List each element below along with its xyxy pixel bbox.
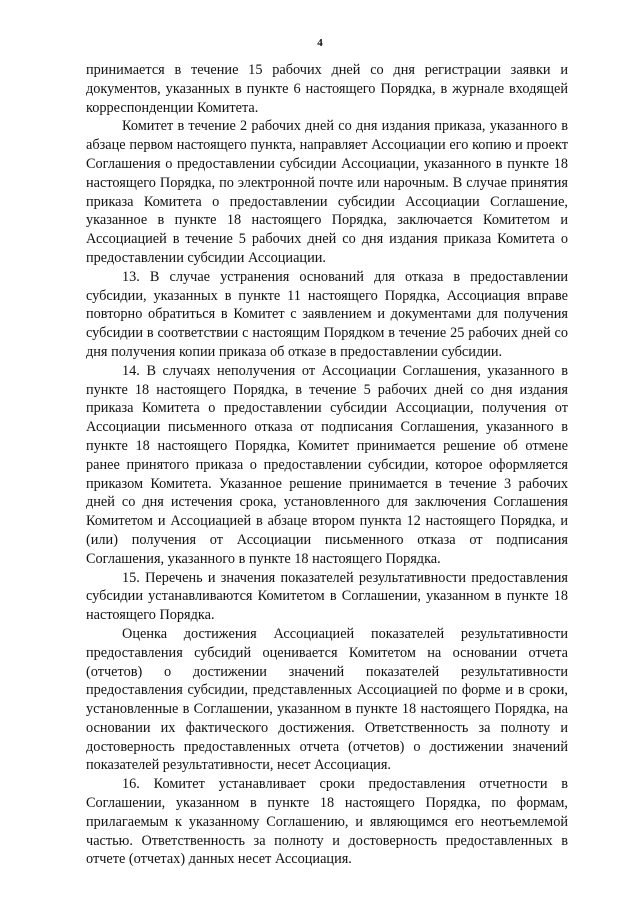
paragraph-continuation: принимается в течение 15 рабочих дней со дня регистрации заявки и документов, указанных в пункте 6 настоящего Порядка, в журнале входящей корреспонденции Комитета. xyxy=(86,62,568,116)
paragraph-item-15: 15. Перечень и значения показателей результативности предоставления субсидии устанавливаются Комитетом в Соглашении, указанном в пункте 18 настоящего Порядка. xyxy=(86,569,568,624)
paragraph-performance-assessment: Оценка достижения Ассоциацией показателей результативности предоставления субсидий оценивается Комитетом на основании отчета (отчетов) о достижении значений показателей результативности предоставления субсидии, представленных Ассоциацией по форме и в сроки, установленные в Соглашении, указанном в пункте 18 настоящего Порядка, на основании их фактического достижения. Ответственность за полноту и достоверность предоставленных отчета (отчетов) о достижении значений показателей результативности, несет Ассоциация. xyxy=(86,625,568,774)
document-body xyxy=(86,61,568,869)
paragraph-committee-notice: Комитет в течение 2 рабочих дней со дня издания приказа, указанного в абзаце первом настоящего пункта, направляет Ассоциации его копию и проект Соглашения о предоставлении субсидии Ассоциации, указанного в пункте 18 настоящего Порядка, по электронной почте или нарочным. В случае принятия приказа Комитета о предоставлении субсидии Ассоциации Соглашение, указанное в пункте 18 настоящего Порядка, заключается Комитетом и Ассоциацией в течение 5 рабочих дней со дня издания приказа Комитета о предоставлении субсидии Ассоциации. xyxy=(86,118,568,266)
paragraph-item-13: 13. В случае устранения оснований для отказа в предоставлении субсидии, указанных в пункте 11 настоящего Порядка, Ассоциация вправе повторно обратиться в Комитет с заявлением и документами для получения субсидии в соответствии с настоящим Порядком в течение 25 рабочих дней со дня получения копии приказа об отказе в предоставлении субсидии. xyxy=(86,268,568,360)
paragraph-item-16: 16. Комитет устанавливает сроки предоставления отчетности в Соглашении, указанном в пункте 18 настоящего Порядка, по формам, прилагаемым к указанному Соглашению, и являющимся его неотъемлемой частью. Ответственность за полноту и достоверность предоставленных в отчете (отчетах) данных несет Ассоциация. xyxy=(86,776,568,868)
page-number: 4 xyxy=(317,37,323,49)
paragraph-item-14: 14. В случаях неполучения от Ассоциации Соглашения, указанного в пункте 18 настоящего Порядка, в течение 5 рабочих дней со дня издания приказа Комитета о предоставлении субсидии Ассоциации, получения от Ассоциации письменного отказа от подписания Соглашения, указанного в пункте 18 настоящего Порядка, Комитет принимается решение об отмене ранее принятого приказа о предоставлении субсидии, которое оформляется приказом Комитета. Указанное решение принимается в течение 3 рабочих дней со дня истечения срока, установленного для заключения Соглашения Комитетом и Ассоциацией в абзаце втором пункта 12 настоящего Порядка, и (или) получения от Ассоциации письменного отказа от подписания Соглашения, указанного в пункте 18 настоящего Порядка. xyxy=(86,362,568,567)
